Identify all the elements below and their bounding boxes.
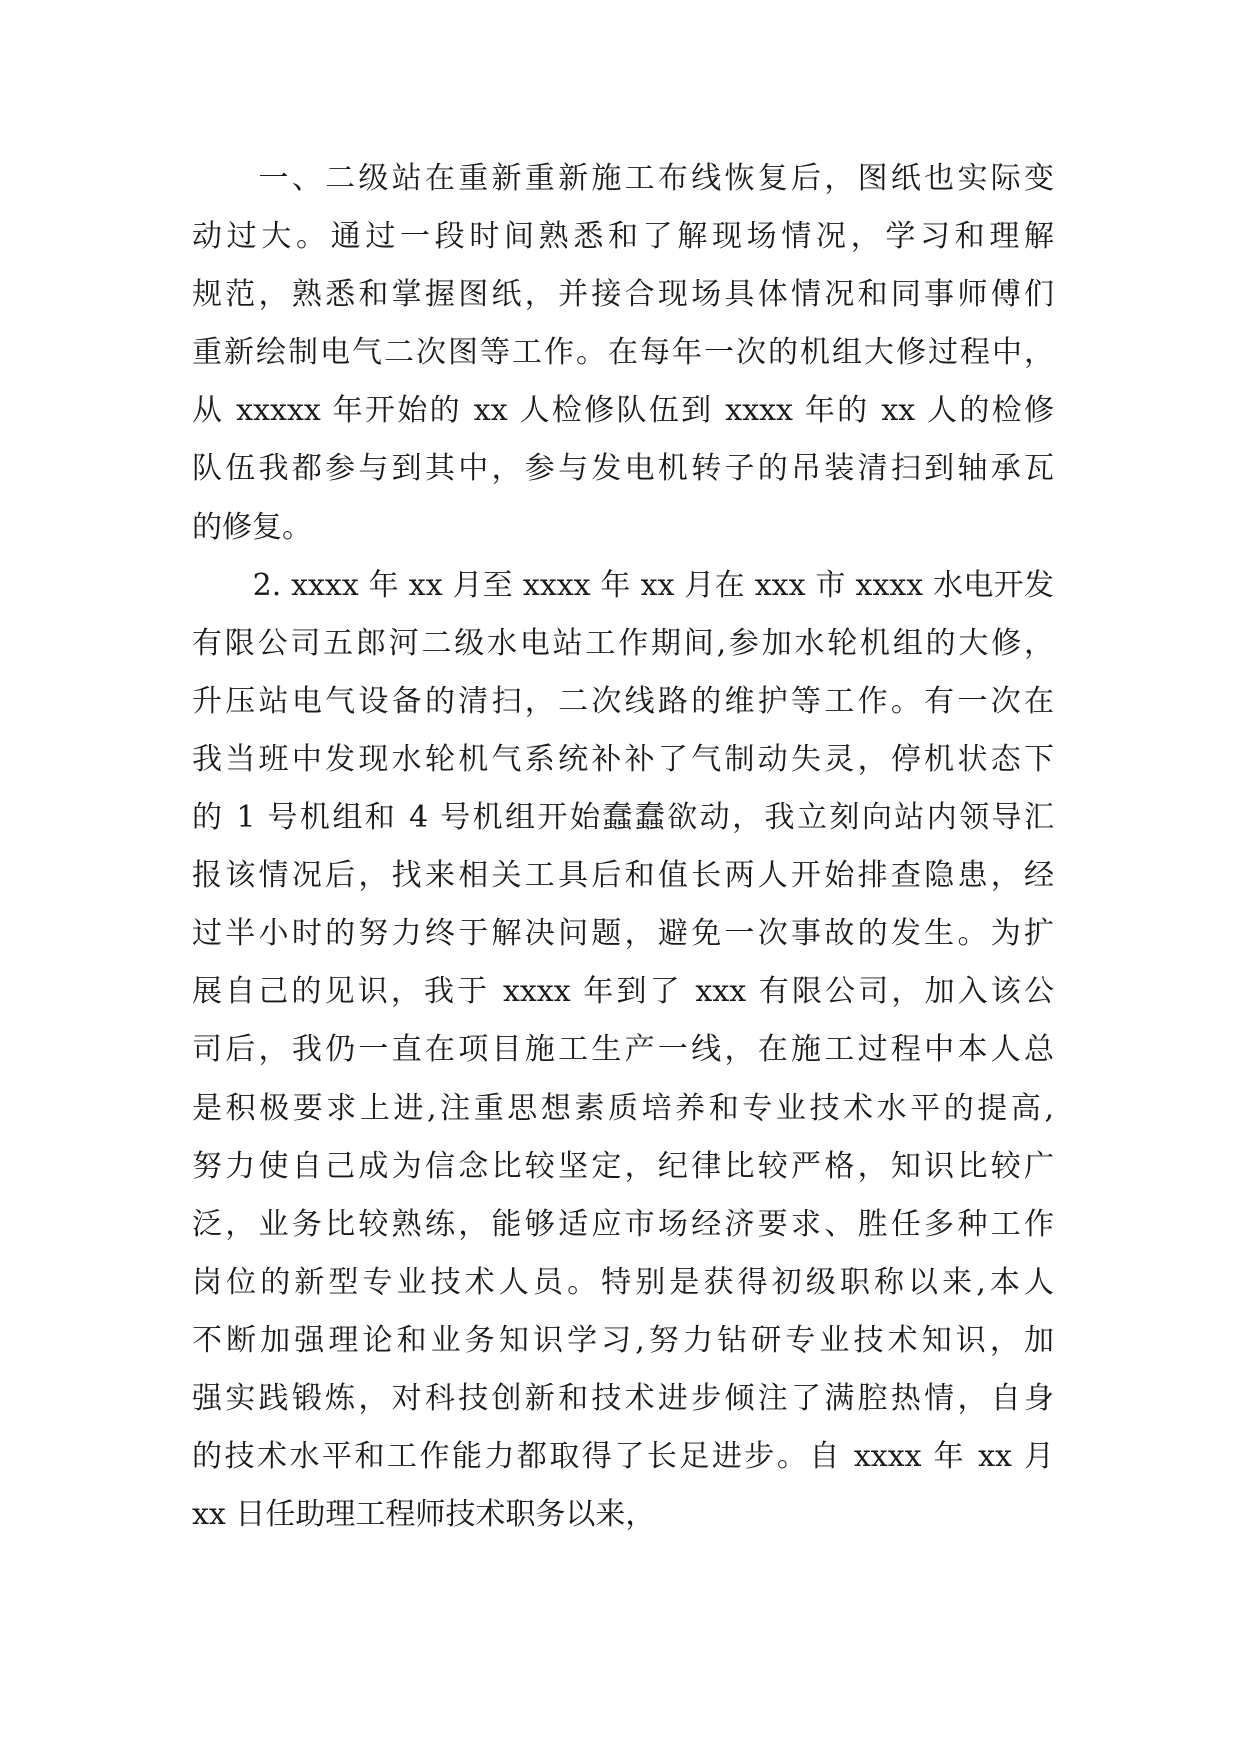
text-line: 的修复。	[192, 509, 312, 545]
text-line: 动过大。通过一段时间熟悉和了解现场情况，学习和理解	[192, 219, 1054, 255]
text-line: 重新绘制电气二次图等工作。在每年一次的机组大修过程中，	[192, 335, 1054, 371]
text-line: 有限公司五郎河二级水电站工作期间,参加水轮机组的大修，	[192, 625, 1054, 661]
text-line: 展自己的见识，我于 xxxx 年到了 xxx 有限公司，加入该公	[192, 974, 1054, 1010]
text-line: 队伍我都参与到其中，参与发电机转子的吊装清扫到轴承瓦	[192, 451, 1054, 487]
text-line: 司后，我仍一直在项目施工生产一线，在施工过程中本人总	[192, 1032, 1054, 1068]
text-line: 的技术水平和工作能力都取得了长足进步。自 xxxx 年 xx 月	[192, 1439, 1054, 1475]
text-line: xx 日任助理工程师技术职务以来，	[192, 1497, 656, 1533]
paragraph-2	[192, 557, 1054, 1545]
text-line: 过半小时的努力终于解决问题，避免一次事故的发生。为扩	[192, 916, 1054, 952]
text-line: 升压站电气设备的清扫，二次线路的维护等工作。有一次在	[192, 683, 1054, 719]
text-line: 泛，业务比较熟练，能够适应市场经济要求、胜任多种工作	[192, 1206, 1054, 1242]
text-line: 是积极要求上进,注重思想素质培养和专业技术水平的提高,	[192, 1090, 1054, 1126]
text-line: 规范，熟悉和掌握图纸，并接合现场具体情况和同事师傅们	[192, 277, 1054, 313]
document-body	[192, 150, 1054, 1544]
text-line: 从 xxxxx 年开始的 xx 人检修队伍到 xxxx 年的 xx 人的检修	[192, 393, 1054, 429]
text-line: 强实践锻炼，对科技创新和技术进步倾注了满腔热情，自身	[192, 1380, 1054, 1416]
text-line: 报该情况后，找来相关工具后和值长两人开始排查隐患，经	[192, 858, 1054, 894]
text-line: 努力使自己成为信念比较坚定，纪律比较严格，知识比较广	[192, 1148, 1054, 1184]
text-line: 岗位的新型专业技术人员。特别是获得初级职称以来,本人	[192, 1264, 1054, 1300]
text-line: 一、二级站在重新重新施工布线恢复后，图纸也实际变	[192, 161, 1054, 196]
text-line: 不断加强理论和业务知识学习,努力钻研专业技术知识，加	[192, 1322, 1054, 1358]
text-line: 的 1 号机组和 4 号机组开始蠢蠢欲动，我立刻向站内领导汇	[192, 800, 1054, 836]
text-line: 我当班中发现水轮机气系统补补了气制动失灵，停机状态下	[192, 741, 1054, 777]
text-line: 2. xxxx 年 xx 月至 xxxx 年 xx 月在 xxx 市 xxxx 水电开发	[192, 567, 1054, 603]
paragraph-1	[192, 150, 1054, 557]
